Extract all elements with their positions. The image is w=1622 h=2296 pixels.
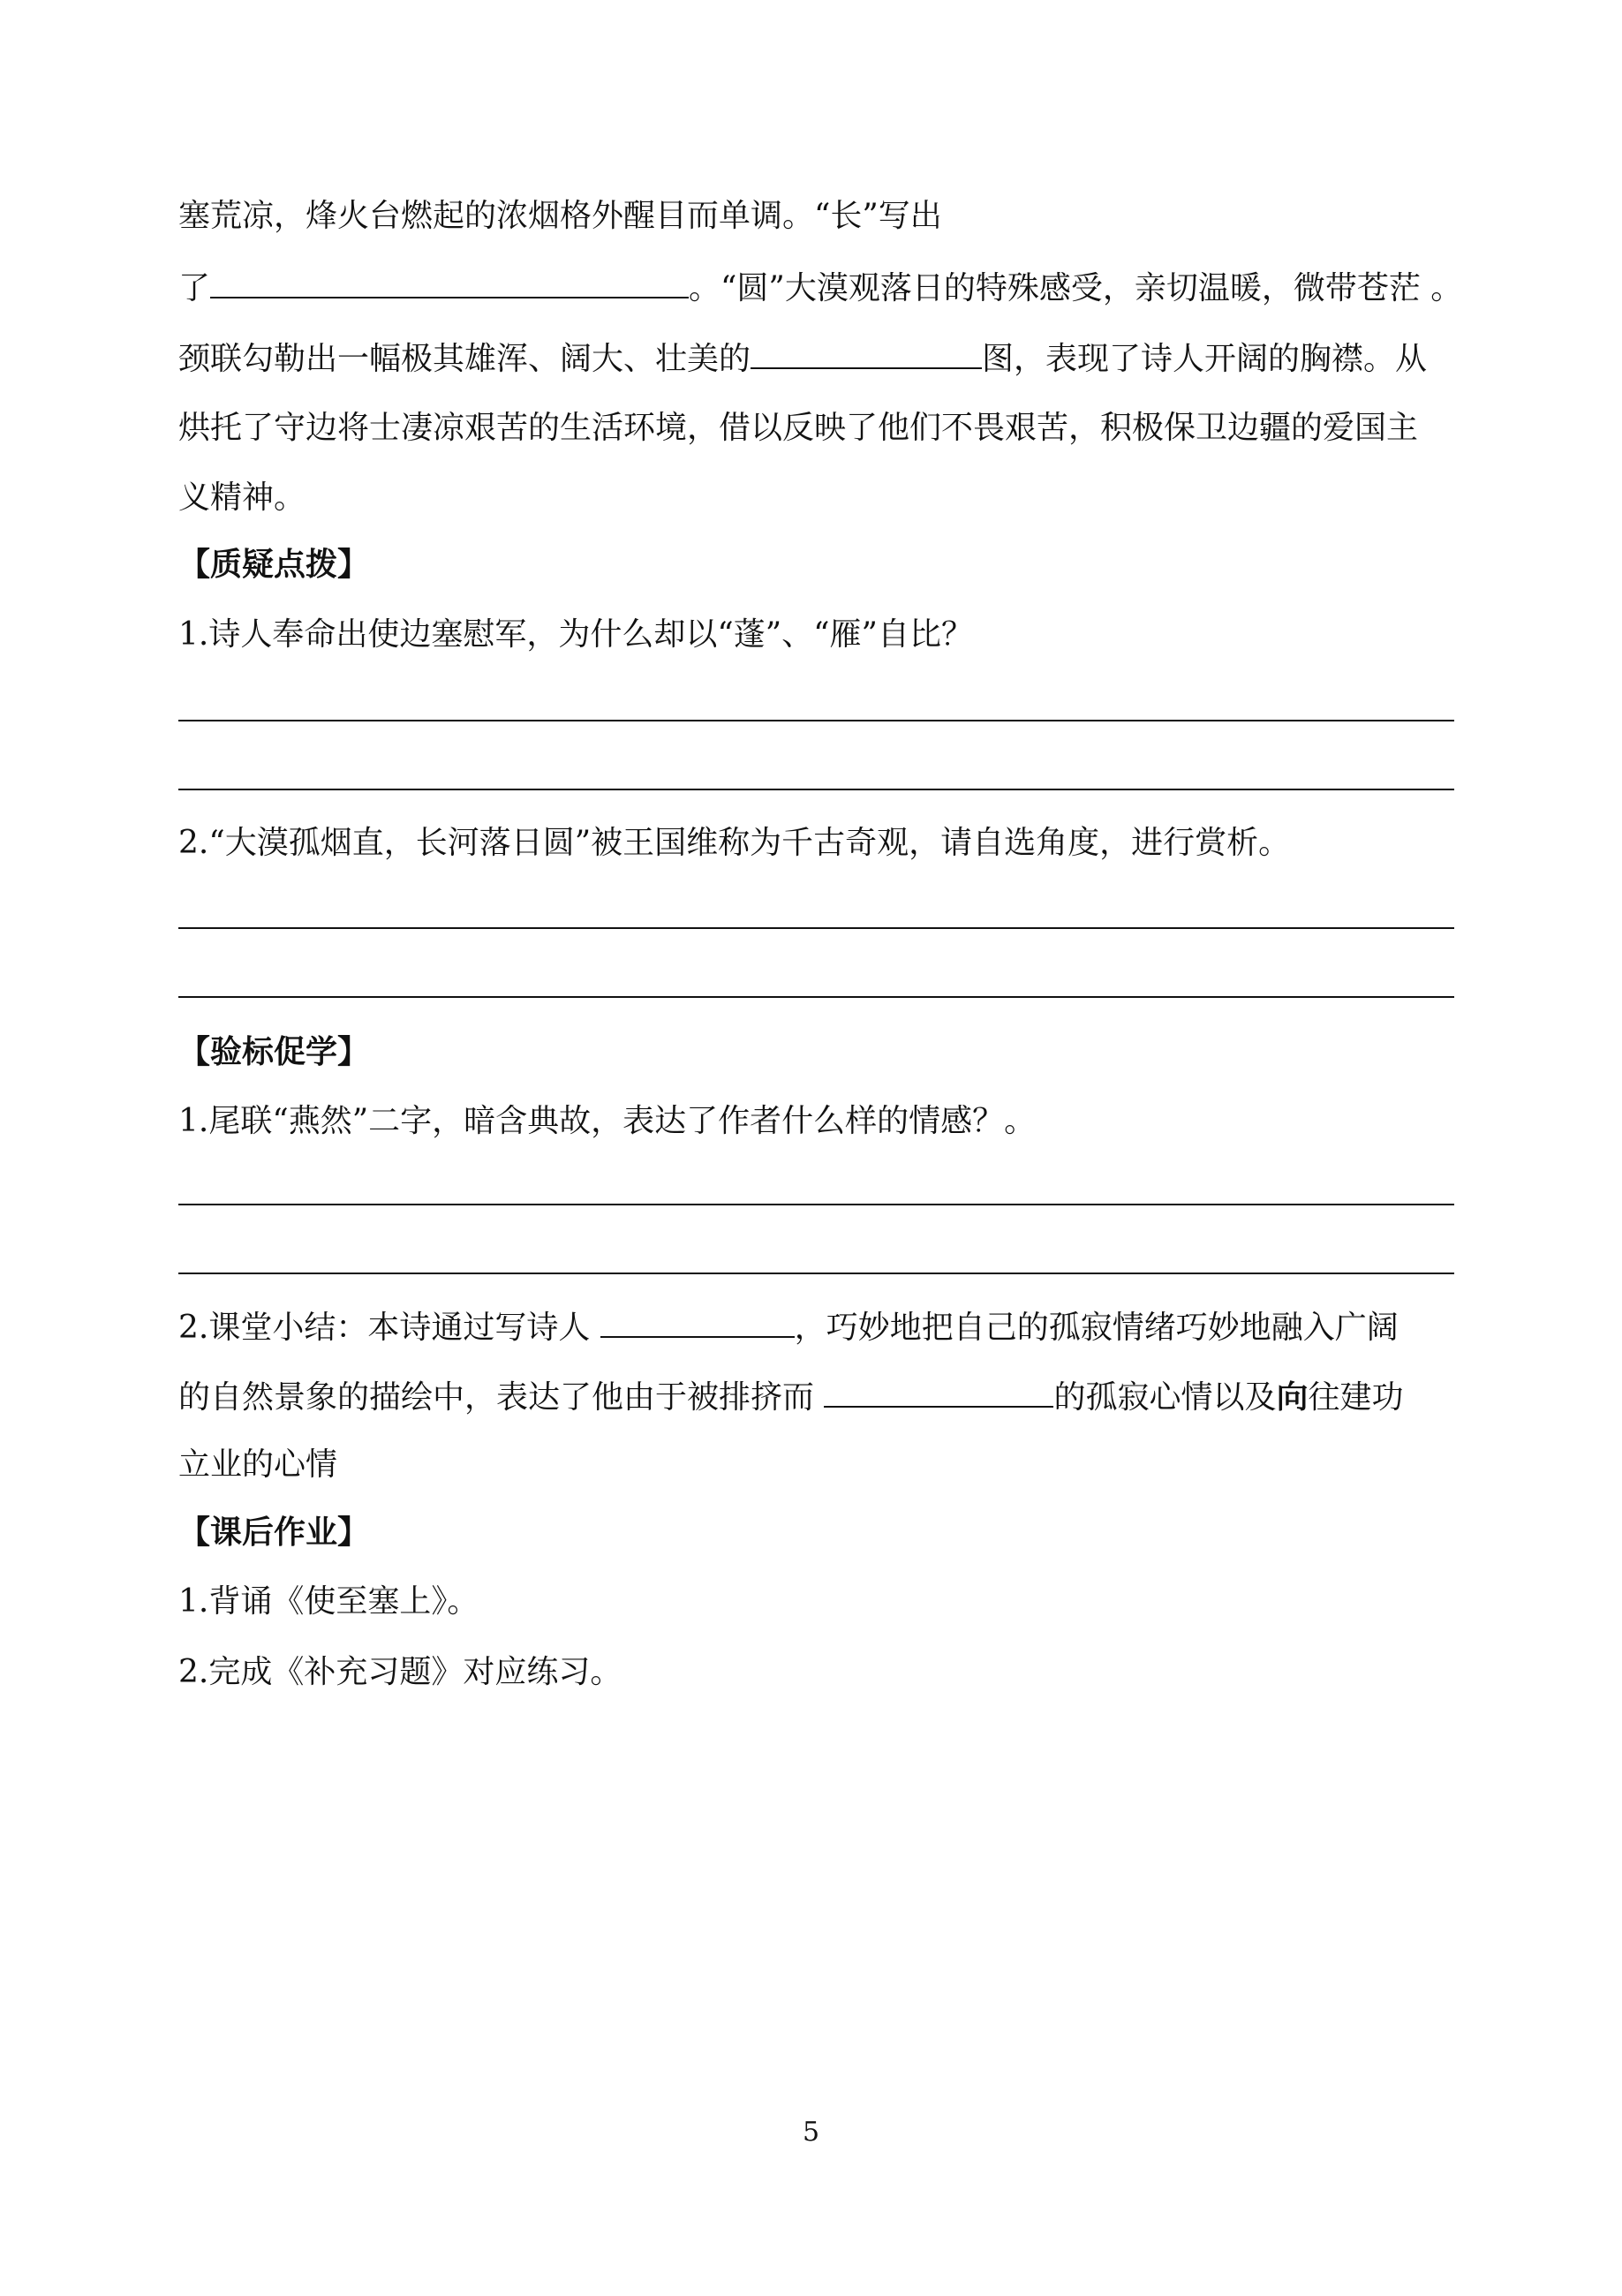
text-fragment: 的自然景象的描绘中，表达了他由于被排挤而 — [178, 1379, 825, 1416]
fill-blank[interactable] — [600, 1306, 795, 1338]
text-fragment: 的孤寂心情以及 — [1053, 1379, 1277, 1416]
section-heading-homework: 【课后作业】 — [178, 1514, 370, 1551]
fill-blank[interactable] — [824, 1376, 1053, 1408]
text-fragment: 。“圆”大漠观落日的特殊感受，亲切温暖，微带苍茫 。 — [689, 270, 1463, 306]
paragraph-line-2 — [178, 267, 1462, 309]
paragraph-line-4: 烘托了守边将士凄凉艰苦的生活环境，借以反映了他们不畏艰苦，积极保卫边疆的爱国主 — [178, 410, 1419, 446]
answer-line[interactable] — [178, 927, 1454, 929]
question-yanbiao-2-line-2 — [178, 1376, 1404, 1418]
text-fragment: 颈联勾勒出一幅极其雄浑、阔大、壮美的 — [178, 341, 751, 377]
page-number: 5 — [802, 2117, 820, 2148]
paragraph-line-1: 塞荒凉，烽火台燃起的浓烟格外醒目而单调。“长”写出 — [178, 198, 942, 234]
homework-item-2: 2.完成《补充习题》对应练习。 — [178, 1654, 622, 1690]
text-fragment: 向 — [1276, 1379, 1309, 1416]
paragraph-line-3 — [178, 337, 1427, 380]
answer-line[interactable] — [178, 996, 1454, 998]
paragraph-line-5: 义精神。 — [178, 480, 306, 516]
answer-line[interactable] — [178, 1273, 1454, 1274]
answer-line[interactable] — [178, 1204, 1454, 1205]
homework-item-1: 1.背诵《使至塞上》。 — [178, 1583, 479, 1620]
section-heading-yanbiao: 【验标促学】 — [178, 1034, 370, 1070]
fill-blank[interactable] — [751, 337, 982, 369]
text-fragment: 了 — [178, 270, 211, 306]
answer-line[interactable] — [178, 789, 1454, 790]
fill-blank[interactable] — [210, 267, 689, 298]
text-fragment: 2.课堂小结：本诗通过写诗人 — [178, 1310, 600, 1346]
question-yanbiao-1: 1.尾联“燕然”二字，暗含典故，表达了作者什么样的情感？。 — [178, 1103, 1037, 1139]
question-yanbiao-2-line-1 — [178, 1306, 1399, 1348]
text-fragment: 往建功 — [1308, 1379, 1404, 1416]
section-heading-zhiyi: 【质疑点拨】 — [178, 547, 370, 583]
text-fragment: 图，表现了诗人开阔的胸襟。从 — [982, 341, 1428, 377]
question-zhiyi-1: 1.诗人奉命出使边塞慰军，为什么却以“蓬”、“雁”自比？ — [178, 616, 973, 653]
question-zhiyi-2: 2.“大漠孤烟直，长河落日圆”被王国维称为千古奇观，请自选角度，进行赏析。 — [178, 825, 1291, 861]
question-yanbiao-2-line-3: 立业的心情 — [178, 1446, 338, 1483]
answer-line[interactable] — [178, 720, 1454, 721]
text-fragment: ，巧妙地把自己的孤寂情绪巧妙地融入广阔 — [794, 1310, 1399, 1346]
